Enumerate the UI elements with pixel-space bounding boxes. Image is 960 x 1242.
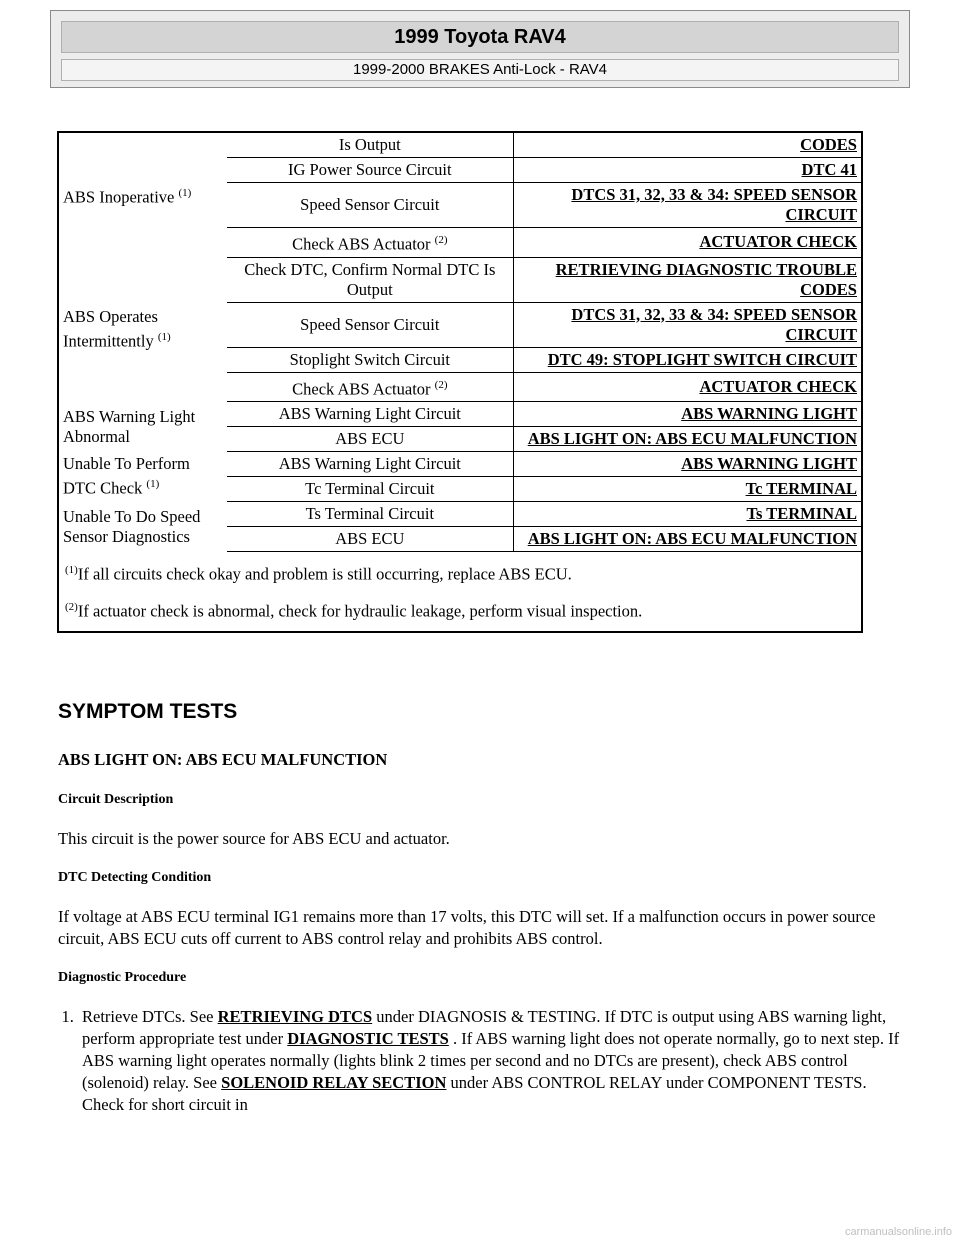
reference-link[interactable]: DTC 49: STOPLIGHT SWITCH CIRCUIT: [513, 347, 862, 372]
footnote-text: If actuator check is abnormal, check for hydraulic leakage, perform visual inspection.: [77, 601, 643, 620]
reference-link[interactable]: RETRIEVING DIAGNOSTIC TROUBLE CODES: [513, 257, 862, 302]
footnote-marker: (2): [434, 234, 448, 246]
circuit-text: ABS Warning Light Circuit: [278, 454, 461, 473]
step-text: under ABS CONTROL RELAY under COMPONENT TESTS. Check for short circuit in: [82, 1073, 867, 1114]
symptom-label: [58, 452, 227, 502]
dtc-condition-text: If voltage at ABS ECU terminal IG1 remains more than 17 volts, this DTC will set. If a malfunction occurs in power source circuit, ABS ECU cuts off current to ABS control relay and prohibits ABS control.: [58, 907, 876, 948]
circuit-description-title: Circuit Description: [58, 792, 174, 807]
watermark: carmanualsonline.info: [844, 1226, 952, 1238]
reference-link[interactable]: Ts TERMINAL: [513, 502, 862, 527]
circuit-cell: [227, 347, 513, 372]
procedure-step-1: [78, 1006, 900, 1116]
step-text: Retrieve DTCs. See: [82, 1007, 218, 1026]
circuit-cell: [227, 228, 513, 258]
footnote-marker: (1): [146, 478, 160, 491]
reference-link[interactable]: Tc TERMINAL: [513, 477, 862, 502]
reference-link[interactable]: ACTUATOR CHECK: [513, 372, 862, 402]
circuit-text: ABS ECU: [335, 429, 405, 448]
link-diagnostic-tests[interactable]: DIAGNOSTIC TESTS: [287, 1029, 449, 1048]
circuit-text: Tc Terminal Circuit: [305, 479, 435, 498]
circuit-cell: [227, 132, 513, 158]
symptom-label-text: ABS Warning Light Abnormal: [63, 406, 196, 446]
symptom-table: [57, 131, 863, 633]
footnote-mark: (2): [65, 600, 78, 613]
page-header: [50, 10, 910, 88]
link-retrieving-dtcs[interactable]: RETRIEVING DTCS: [217, 1007, 373, 1026]
footnote-text: If all circuits check okay and problem is still occurring, replace ABS ECU.: [77, 564, 572, 584]
symptom-label-text: Unable To Perform DTC Check: [63, 454, 190, 498]
footnote-mark: (1): [65, 564, 78, 576]
circuit-cell: [227, 257, 513, 302]
circuit-text: ABS Warning Light Circuit: [278, 404, 461, 423]
circuit-cell: [227, 302, 513, 347]
circuit-text: Ts Terminal Circuit: [305, 504, 435, 523]
circuit-text: Speed Sensor Circuit: [300, 314, 440, 334]
reference-link[interactable]: DTC 41: [513, 158, 862, 183]
circuit-text: Check DTC, Confirm Normal DTC Is Output: [244, 259, 496, 299]
document-body: [58, 700, 900, 1116]
dtc-condition-title: DTC Detecting Condition: [58, 870, 212, 885]
reference-link[interactable]: ABS LIGHT ON: ABS ECU MALFUNCTION: [513, 427, 862, 452]
circuit-cell: [227, 402, 513, 427]
section-heading: SYMPTOM TESTS: [58, 700, 238, 723]
footnote-marker: (2): [434, 378, 448, 391]
symptom-label-text: ABS Operates Intermittently: [63, 307, 158, 351]
reference-link[interactable]: CODES: [513, 132, 862, 158]
circuit-text: ABS ECU: [335, 529, 405, 548]
symptom-label-text: ABS Inoperative: [63, 187, 179, 207]
circuit-cell: [227, 452, 513, 477]
footnote: [65, 597, 855, 622]
circuit-cell: [227, 527, 513, 552]
symptom-label: [58, 402, 227, 452]
circuit-cell: [227, 372, 513, 402]
reference-link[interactable]: ABS LIGHT ON: ABS ECU MALFUNCTION: [513, 527, 862, 552]
circuit-text: Speed Sensor Circuit: [300, 195, 440, 214]
symptom-label: [58, 257, 227, 402]
table-footnotes: [58, 552, 862, 633]
footnote-marker: (1): [157, 331, 171, 343]
header-subtitle: 1999-2000 BRAKES Anti-Lock - RAV4: [61, 59, 899, 81]
sub-heading: ABS LIGHT ON: ABS ECU MALFUNCTION: [58, 750, 388, 769]
step-text: . If ABS warning light does not operate normally, go to next step. If ABS warning light operates normally (lights blink 2 times per second and no DTCs are present), check ABS control (solenoid) relay. See: [82, 1029, 900, 1092]
circuit-text: Check ABS Actuator: [292, 234, 435, 254]
circuit-description-text: This circuit is the power source for ABS ECU and actuator.: [58, 829, 450, 848]
link-solenoid-relay-section[interactable]: SOLENOID RELAY SECTION: [221, 1073, 447, 1092]
circuit-text: Is Output: [338, 135, 401, 154]
symptom-label: [58, 502, 227, 552]
procedure-list: [58, 1006, 900, 1116]
header-title: 1999 Toyota RAV4: [61, 21, 899, 53]
symptom-label-text: Unable To Do Speed Sensor Diagnostics: [63, 506, 201, 546]
symptom-label: [58, 132, 227, 257]
circuit-text: IG Power Source Circuit: [288, 160, 452, 179]
circuit-text: Check ABS Actuator: [292, 379, 435, 398]
reference-link[interactable]: ABS WARNING LIGHT: [513, 452, 862, 477]
circuit-cell: [227, 477, 513, 502]
reference-link[interactable]: DTCS 31, 32, 33 & 34: SPEED SENSOR CIRCUIT: [513, 302, 862, 347]
circuit-text: Stoplight Switch Circuit: [289, 349, 451, 369]
circuit-cell: [227, 158, 513, 183]
footnote: [65, 560, 855, 585]
reference-link[interactable]: ACTUATOR CHECK: [513, 228, 862, 258]
circuit-cell: [227, 427, 513, 452]
circuit-cell: [227, 502, 513, 527]
diagnostic-procedure-title: Diagnostic Procedure: [58, 970, 187, 985]
footnote-marker: (1): [178, 186, 192, 199]
circuit-cell: [227, 183, 513, 228]
reference-link[interactable]: DTCS 31, 32, 33 & 34: SPEED SENSOR CIRCUIT: [513, 183, 862, 228]
step-text: under DIAGNOSIS & TESTING. If DTC is output using ABS warning light, perform appropriate test under: [82, 1007, 887, 1048]
reference-link[interactable]: ABS WARNING LIGHT: [513, 402, 862, 427]
